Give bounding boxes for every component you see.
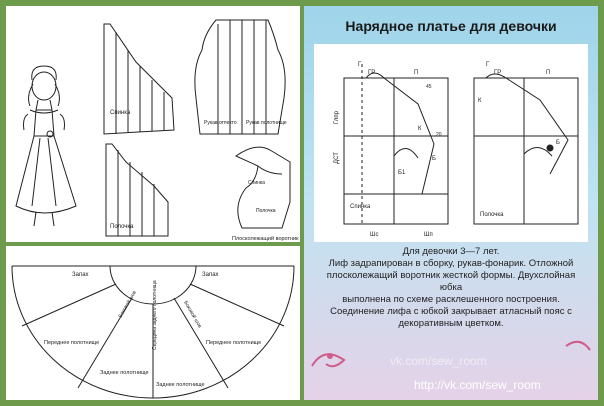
description-panel	[304, 6, 598, 400]
back-piece-label: Спинка	[350, 204, 371, 210]
description-text	[324, 246, 578, 330]
bodice-pattern-drawing	[6, 6, 300, 242]
back-panel-label-2: Заднее полотнище	[156, 382, 205, 388]
sleeve-label-2: Рукав полотнище	[246, 120, 287, 126]
pattern-panel-skirt	[6, 246, 300, 400]
back-panel-label-1: Заднее полотнище	[100, 370, 149, 376]
point-b-label: Б	[432, 156, 436, 162]
watermark-faint: vk.com/sew_room	[390, 354, 487, 368]
front-bodice-piece	[106, 144, 168, 236]
width-front-label: Шп	[424, 232, 433, 238]
point-p-label: П	[414, 70, 419, 76]
page-title: Нарядное платье для девочки	[345, 18, 557, 34]
front-panel-label-1: Переднее полотнище	[44, 340, 100, 346]
collar-back-label: Спинка	[248, 180, 265, 186]
collar-piece	[232, 147, 299, 242]
point-gr2-label: ГР	[494, 70, 502, 76]
construction-drawing-box	[314, 44, 588, 242]
point-g2-label: Г	[486, 62, 490, 68]
description-line: выполнена по схеме расклешенного построения.	[342, 294, 560, 305]
front-label: Полочка	[110, 224, 134, 230]
back-label: Спинка	[110, 110, 131, 116]
sleeve-piece	[195, 20, 287, 134]
description-line: декоративным цветком.	[398, 318, 504, 329]
point-g-label: Г	[358, 62, 362, 68]
point-k-label: К	[418, 126, 422, 132]
dimension-45: 45	[426, 84, 432, 90]
pattern-panel-bodice	[6, 6, 300, 242]
girl-dress-illustration	[16, 66, 76, 226]
back-bodice-piece	[104, 24, 174, 134]
side-seam-label-1: Боковой шов	[117, 289, 138, 319]
collar-front-label: Полочка	[256, 208, 276, 214]
front-piece-label: Полочка	[480, 212, 504, 218]
point-b2-label: Б	[556, 140, 560, 146]
point-b1-label: Б1	[398, 170, 406, 176]
hem-label: Запах	[72, 272, 89, 278]
description-line: Соединение лифа с юбкой закрывает атласный пояс с	[330, 306, 572, 317]
dst-label: ДСТ	[334, 152, 340, 164]
skirt-pattern-drawing	[6, 246, 300, 400]
hem-label-2: Запах	[202, 272, 219, 278]
point-k2-label: К	[478, 98, 482, 104]
description-line: плосколежащий воротник жесткой формы. Двухслойная юбка	[326, 270, 576, 293]
point-p2-label: П	[546, 70, 551, 76]
sleeve-label: Рукав отпекто	[204, 120, 237, 126]
side-seam-label-2: Боковой шов	[182, 300, 203, 330]
description-line: Для девочки 3—7 лет.	[402, 246, 500, 257]
collar-label: Плосколежащий воротник	[232, 236, 299, 242]
construction-drawing	[314, 44, 588, 242]
glpr-label: Глпр	[334, 111, 340, 124]
point-gr-label: ГР	[368, 70, 376, 76]
dimension-20: 20	[436, 132, 442, 138]
description-line: Лиф задрапирован в сборку, рукав-фонарик. Отложной	[328, 258, 574, 269]
width-back-label: Шс	[370, 232, 379, 238]
watermark-link[interactable]: http://vk.com/sew_room	[414, 378, 541, 392]
front-panel-label-2: Переднее полотнище	[206, 340, 262, 346]
center-seam-label: Середина заднего полотнища	[152, 280, 158, 350]
